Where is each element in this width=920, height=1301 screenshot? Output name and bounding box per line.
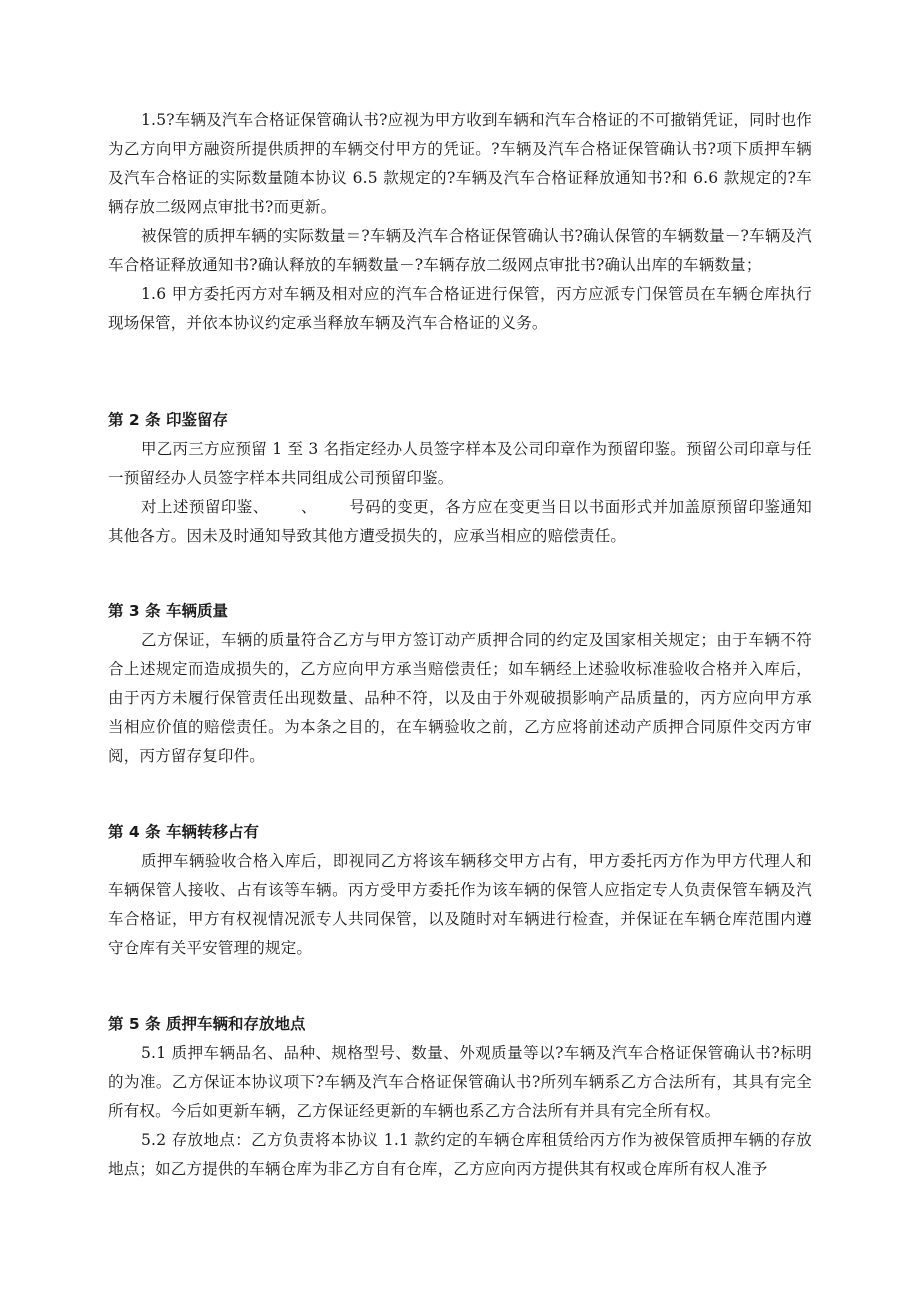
paragraph: 甲乙丙三方应预留 1 至 3 名指定经办人员签字样本及公司印章作为预留印鉴。预留公司印章与任一预留经办人员签字样本共同组成公司预留印鉴。 [108,440,812,487]
paragraph: 质押车辆验收合格入库后，即视同乙方将该车辆移交甲方占有，甲方委托丙方作为甲方代理人和车辆保管人接收、占有该等车辆。丙方受甲方委托作为该车辆的保管人应指定专人负责保管车辆及汽车合格证，甲方有权视情况派专人共同保管，以及随时对车辆进行检查，并保证在车辆仓库范围内遵守仓库有关平安管理的规定。 [108,852,812,957]
section-heading: 第 4 条 车辆转移占有 [108,823,259,841]
paragraph: 对上述预留印鉴、 、 号码的变更，各方应在变更当日以书面形式并加盖原预留印鉴通知其他各方。因未及时通知导致其他方遭受损失的，应承当相应的赔偿责任。 [108,498,812,545]
paragraph-quantity-formula: 被保管的质押车辆的实际数量＝?车辆及汽车合格证保管确认书?确认保管的车辆数量－?车辆及汽车合格证释放通知书?确认释放的车辆数量－?车辆存放二级网点审批书?确认出库的车辆数量； [108,227,812,274]
paragraph-1-5: 1.5?车辆及汽车合格证保管确认书?应视为甲方收到车辆和汽车合格证的不可撤销凭证，同时也作为乙方向甲方融资所提供质押的车辆交付甲方的凭证。?车辆及汽车合格证保管确认书?项下质押车辆及汽车合格证的实际数量随本协议 6.5 款规定的?车辆及汽车合格证释放通知书?和 6.6 款规定的?车辆存放二级网点审批书?而更新。 [108,111,812,216]
section-4 [108,818,812,963]
section-5 [108,1010,812,1184]
section-2 [108,406,812,551]
section-heading: 第 2 条 印鉴留存 [108,411,228,429]
paragraph-5-1: 5.1 质押车辆品名、品种、规格型号、数量、外观质量等以?车辆及汽车合格证保管确认书?标明的为准。乙方保证本协议项下?车辆及汽车合格证保管确认书?所列车辆系乙方合法所有，其具有完全所有权。今后如更新车辆，乙方保证经更新的车辆也系乙方合法所有并具有完全所有权。 [108,1044,812,1120]
section-3 [108,597,812,771]
paragraph-1-6: 1.6 甲方委托丙方对车辆及相对应的汽车合格证进行保管，丙方应派专门保管员在车辆仓库执行现场保管，并依本协议约定承当释放车辆及汽车合格证的义务。 [108,285,812,332]
section-heading: 第 5 条 质押车辆和存放地点 [108,1015,306,1033]
section-heading: 第 3 条 车辆质量 [108,602,228,620]
paragraph-5-2: 5.2 存放地点：乙方负责将本协议 1.1 款约定的车辆仓库租赁给丙方作为被保管质押车辆的存放地点；如乙方提供的车辆仓库为非乙方自有仓库，乙方应向丙方提供其有权或仓库所有权人准予 [108,1131,812,1178]
section-1-continued [108,106,812,338]
paragraph: 乙方保证，车辆的质量符合乙方与甲方签订动产质押合同的约定及国家相关规定；由于车辆不符合上述规定而造成损失的，乙方应向甲方承当赔偿责任；如车辆经上述验收标准验收合格并入库后，由于丙方未履行保管责任出现数量、品种不符，以及由于外观破损影响产品质量的，丙方应向甲方承当相应价值的赔偿责任。为本条之目的，在车辆验收之前，乙方应将前述动产质押合同原件交丙方审阅，丙方留存复印件。 [108,631,812,765]
